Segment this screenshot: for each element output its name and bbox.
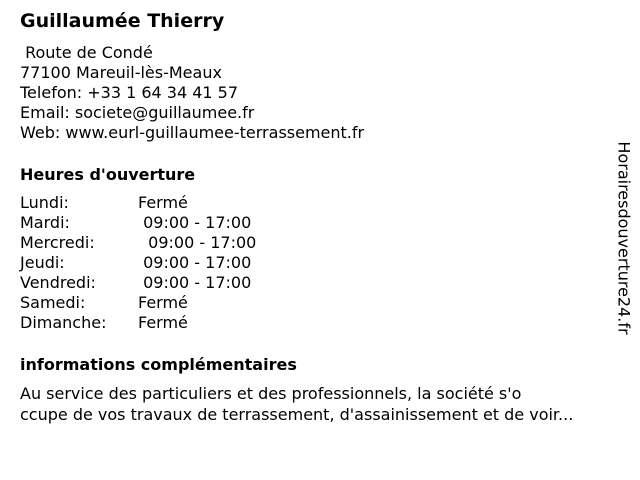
day-hours: Fermé: [138, 313, 188, 332]
site-brand-vertical: Horairesdouverture24.fr: [614, 141, 634, 335]
day-label: Dimanche:: [20, 313, 107, 332]
email-address: Email: societe@guillaumee.fr: [20, 103, 255, 122]
info-line: ccupe de vos travaux de terrassement, d'assainissement et de voir...: [20, 405, 574, 424]
day-label: Vendredi:: [20, 273, 96, 292]
day-hours: 09:00 - 17:00: [138, 213, 252, 232]
day-label: Mercredi:: [20, 233, 95, 252]
day-hours: 09:00 - 17:00: [138, 233, 257, 252]
day-hours: Fermé: [138, 293, 188, 312]
day-label: Jeudi:: [20, 253, 65, 272]
day-label: Mardi:: [20, 213, 70, 232]
opening-hours-heading: Heures d'ouverture: [20, 165, 196, 184]
info-line: Au service des particuliers et des professionnels, la société s'o: [20, 384, 522, 403]
day-hours: 09:00 - 17:00: [138, 253, 252, 272]
day-label: Samedi:: [20, 293, 86, 312]
website-address: Web: www.eurl-guillaumee-terrassement.fr: [20, 123, 365, 142]
contact-block: [20, 43, 364, 143]
phone-number: Telefon: +33 1 64 34 41 57: [20, 83, 239, 102]
business-name: Guillaumée Thierry: [20, 10, 225, 32]
day-hours: 09:00 - 17:00: [138, 273, 252, 292]
additional-info-heading: informations complémentaires: [20, 355, 297, 374]
city-postal-code: 77100 Mareuil-lès-Meaux: [20, 63, 222, 82]
day-label: Lundi:: [20, 193, 69, 212]
day-hours: Fermé: [138, 193, 188, 212]
street-address: Route de Condé: [20, 43, 153, 62]
additional-info-text: [20, 383, 620, 425]
